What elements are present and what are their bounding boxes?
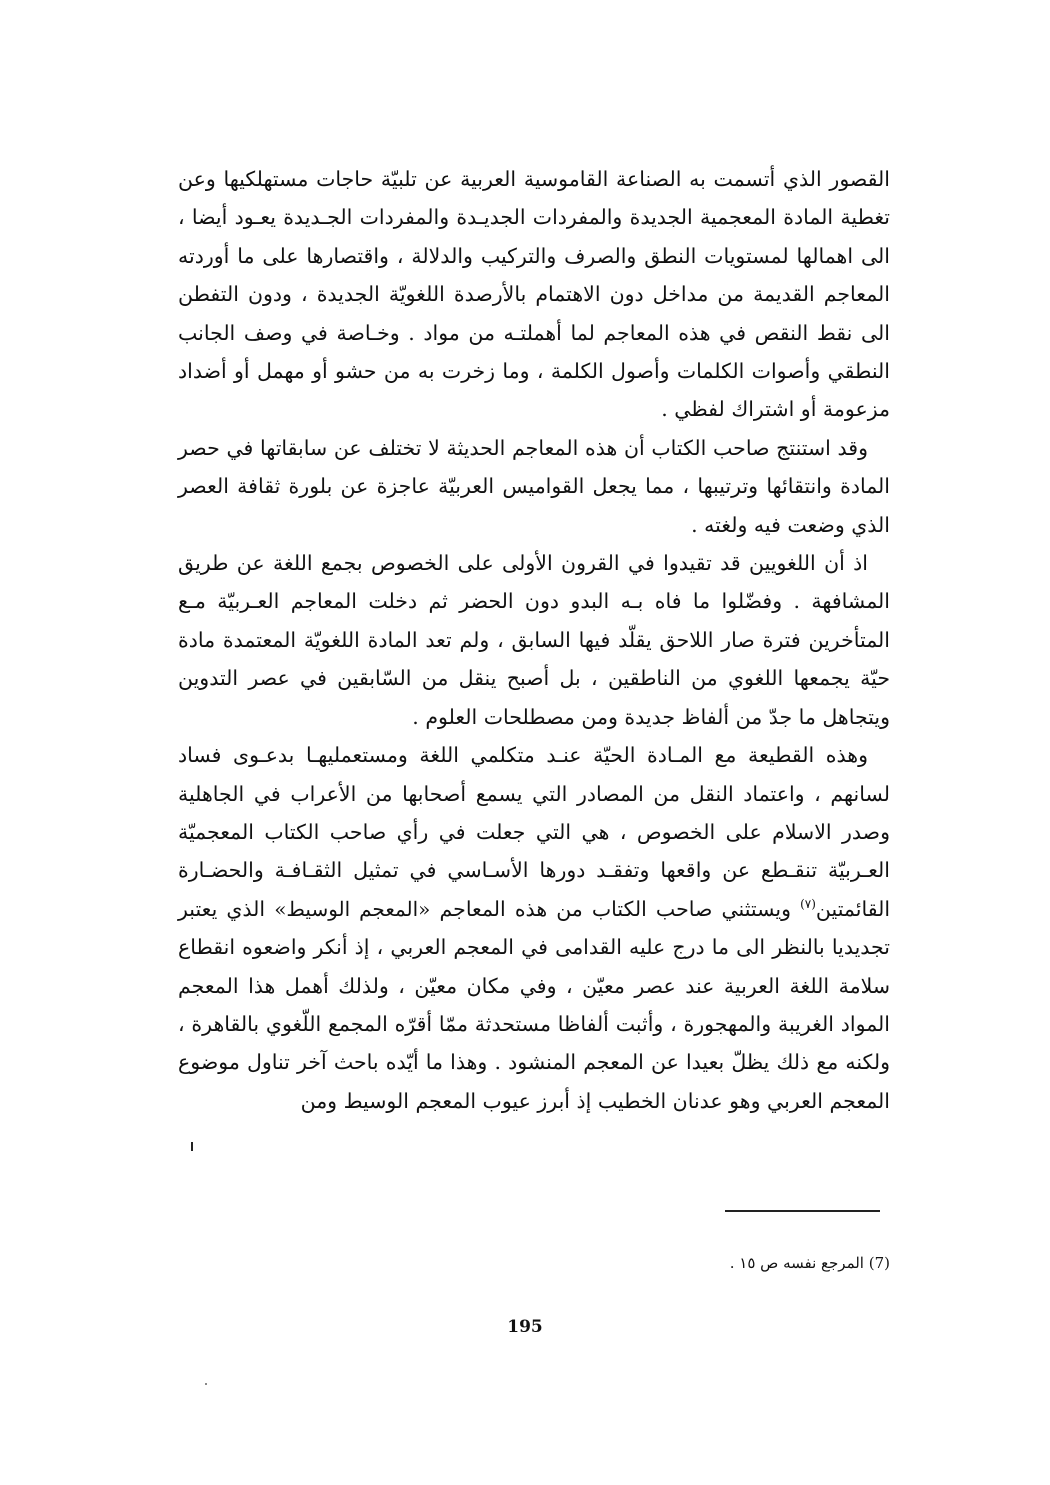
dictionary-title: «المعجم الوسيط» (274, 896, 431, 921)
footnote-separator (725, 1210, 880, 1212)
scan-speck (205, 1383, 207, 1385)
paragraph-3: اذ أن اللغويين قد تقيدوا في القرون الأولى على الخصوص بجمع اللغة عن طريق المشافهة . وفضّلوا ما فاه بـه البدو دون الحضر ثم دخلت المعاجم العـربيّة مـع المتأخرين فترة صار اللاحق يقلّد فيها السابق ، ولم تعد المادة اللغويّة المعتمدة مادة حيّة يجمعها اللغوي من الناطقين ، بل أصبح ينقل من السّابقين في عصر التدوين ويتجاهل ما جدّ من ألفاظ جديدة ومن مصطلحات العلوم . (178, 551, 890, 729)
paragraph-4-text-before-title: ويستثني صاحب الكتاب من هذه المعاجم (430, 896, 801, 921)
body-text (178, 160, 890, 1120)
paragraph-1: القصور الذي أتسمت به الصناعة القاموسية العربية عن تلبيّة حاجات مستهلكيها وعن تغطية المادة المعجمية الجديدة والمفردات الجديـدة والمفردات الجـديدة يعـود أيضا ، الى اهمالها لمستويات النطق والصرف والتركيب والدلالة ، واقتصارها على ما أوردته المعاجم القديمة من مداخل دون الاهتمام بالأرصدة اللغويّة الجديدة ، ودون التفطن الى نقط النقص في هذه المعاجم لما أهملتـه من مواد . وخـاصة في وصف الجانب النطقي وأصوات الكلمات وأصول الكلمة ، وما زخرت به من حشو أو مهمل أو أضداد مزعومة أو اشتراك لفظي . (178, 167, 890, 422)
page-number: 195 (507, 1317, 543, 1337)
footnote: (7) المرجع نفسه ص ١٥ . (729, 1254, 890, 1272)
paragraph-4-text: وهذه القطيعة مع المـادة الحيّة عنـد متكلمي اللغة ومستعمليهـا بدعـوى فساد لسانهم ، واعتماد النقل من المصادر التي يسمع أصحابها من الأعراب في الجاهلية وصدر الاسلام على الخصوص ، هي التي جعلت في رأي صاحب الكتاب المعجميّة العـربيّة تنقـطع عن واقعها وتفقـد دورها الأسـاسي في تمثيل الثقـافـة والحضـارة القائمتين (178, 743, 891, 921)
paragraph-4-text-after-title: الذي يعتبر تجديديا بالنظر الى ما درج عليه القدامى في المعجم العربي ، إذ أنكر واضعوه انقطاع سلامة اللغة العربية عند عصر معيّن ، وفي مكان معيّن ، ولذلك أهمل هذا المعجم المواد الغريبة والمهجورة ، وأثبت ألفاظا مستحدثة ممّا أقرّه المجمع اللّغوي بالقاهرة ، ولكنه مع ذلك يظلّ بعيدا عن المعجم المنشود . وهذا ما أيّده باحث آخر تناول موضوع المعجم العربي وهو عدنان الخطيب إذ أبرز عيوب المعجم الوسيط ومن (178, 896, 890, 1113)
paragraph-2: وقد استنتج صاحب الكتاب أن هذه المعاجم الحديثة لا تختلف عن سابقاتها في حصر المادة وانتقائها وترتيبها ، مما يجعل القواميس العربيّة عاجزة عن بلورة ثقافة العصر الذي وضعت فيه ولغته . (178, 435, 890, 537)
margin-mark (191, 1142, 193, 1151)
footnote-reference: (٧) (800, 896, 816, 911)
paragraph-4 (178, 736, 890, 1120)
